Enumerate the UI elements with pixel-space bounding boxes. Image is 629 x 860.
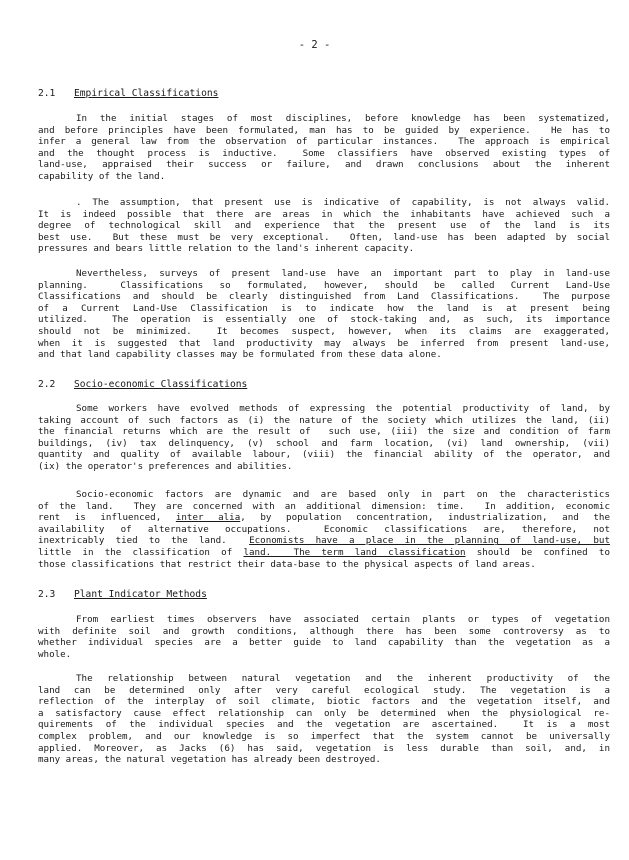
underlined-phrase: land. The term land classification (243, 546, 466, 558)
section-number: 2.2 (38, 379, 56, 390)
paragraph (38, 489, 610, 570)
text-line: Nevertheless, surveys of present land-use have an important part to play in land-use (76, 268, 610, 279)
text-line: planning. Classifications so formulated, however, should be called Current Land-Use (38, 279, 610, 291)
section-title: Empirical Classifications (74, 88, 219, 99)
text-line: when it is suggested that land productivity may always be inferred from present land-use, (38, 337, 610, 349)
text-line: of a Current Land-Use Classification is to indicate how the land is at present being (38, 302, 610, 314)
text-line: Some workers have evolved methods of expressing the potential productivity of land, by (76, 403, 610, 414)
text-line: capability of the land. (38, 170, 166, 182)
text-line: reflection of the interplay of soil climate, biotic factors and the vegetation itself, and (38, 696, 610, 708)
text-line: It is indeed possible that there are areas in which the inhabitants have achieved such a (38, 208, 610, 220)
text-line: little in the classification of land. The term land classification should be confined to (38, 546, 610, 558)
text-line: rent is influenced, inter alia, by population concentration, industrialization, and the (38, 512, 610, 524)
text-line: and the thought process is inductive. Some classifiers have observed existing types of (38, 147, 610, 159)
text-line: From earliest times observers have associated certain plants or types of vegetation (76, 614, 610, 625)
text-line: land-use, appraised their success or failure, and drawn conclusions about the inherent (38, 159, 610, 171)
paragraph (38, 614, 610, 660)
text-line: inextricably tied to the land. Economists have a place in the planning of land-use, but (38, 535, 610, 547)
paragraph (38, 673, 610, 766)
text-line: (ix) the operator's preferences and abilities. (38, 460, 293, 472)
text-line: with definite soil and growth conditions, although there has been some controversy as to (38, 625, 610, 637)
text-line: . The assumption, that present use is indicative of capability, is not always valid. (76, 197, 610, 208)
text-line: best use. But these must be very exceptional. Often, land-use has been adapted by social (38, 231, 610, 243)
text-line: whole. (38, 648, 72, 660)
text-line: and before principles have been formulated, man has to be guided by experience. He has to (38, 124, 610, 136)
paragraph (38, 403, 610, 473)
section-heading (38, 379, 247, 391)
text-line: utilized. The operation is essentially one of stock-taking and, as such, its importance (38, 314, 610, 326)
underlined-phrase: Economists have a place in the planning of land-use, but (249, 535, 610, 547)
text-line: a satisfactory cause effect relationship can only be determined when the physiological re- (38, 707, 610, 719)
paragraph (38, 268, 610, 361)
text-line: In the initial stages of most disciplines, before knowledge has been systematized, (76, 113, 610, 124)
text-line: quantity and quality of available labour, (viii) the financial ability of the operator, and (38, 449, 610, 461)
text-line: Classifications and should be clearly distinguished from Land Classifications. The purpose (38, 291, 610, 303)
text-line: those classifications that restrict their data-base to the physical aspects of land areas. (38, 558, 536, 570)
page-number: - 2 - (298, 39, 331, 51)
paragraph (38, 197, 610, 255)
text-line: land can be determined only after very careful ecological study. The vegetation is a (38, 684, 610, 696)
section-title: Plant Indicator Methods (74, 589, 207, 600)
text-line: and that land capability classes may be formulated from these data alone. (38, 349, 442, 361)
text-line: Socio-economic factors are dynamic and are based only in part on the characteristics (76, 489, 610, 500)
text-line: whether individual species are a better guide to land capability than the vegetation as a (38, 637, 610, 649)
underlined-phrase: inter alia (175, 512, 241, 524)
text-line: The relationship between natural vegetation and the inherent productivity of the (76, 673, 610, 684)
text-line: complex problem, and our knowledge is so imperfect that the system cannot be universally (38, 730, 610, 742)
text-line: buildings, (iv) tax delinquency, (v) school and farm location, (vi) land ownership, (vii) (38, 437, 610, 449)
text-line: availability of alternative occupations. Economic classifications are, therefore, not (38, 523, 610, 535)
text-line: many areas, the natural vegetation has already been destroyed. (38, 754, 381, 766)
text-line: the financial returns which are the result of such use, (iii) the size and condition of farm (38, 426, 610, 438)
text-line: of the land. They are concerned with an additional dimension: time. In addition, economic (38, 500, 610, 512)
text-line: should not be minimized. It becomes suspect, however, when its claims are exaggerated, (38, 325, 610, 337)
text-line: infer a general law from the observation of particular instances. The approach is empirical (38, 136, 610, 148)
section-number: 2.3 (38, 589, 56, 600)
text-line: taking account of such factors as (i) the nature of the society which utilizes the land, (ii) (38, 414, 610, 426)
text-line: degree of technological skill and experience that the present use of the land is its (38, 220, 610, 232)
section-title: Socio-economic Classifications (74, 379, 248, 390)
text-line: quirements of the individual species and the vegetation are ascertained. It is a most (38, 719, 610, 731)
section-heading (38, 88, 218, 100)
text-line: applied. Moreover, as Jacks (6) has said, vegetation is less durable than soil, and, in (38, 742, 610, 754)
text-line: pressures and bears little relation to the land's inherent capacity. (38, 243, 415, 255)
section-number: 2.1 (38, 88, 56, 99)
section-heading (38, 589, 207, 601)
paragraph (38, 113, 610, 183)
